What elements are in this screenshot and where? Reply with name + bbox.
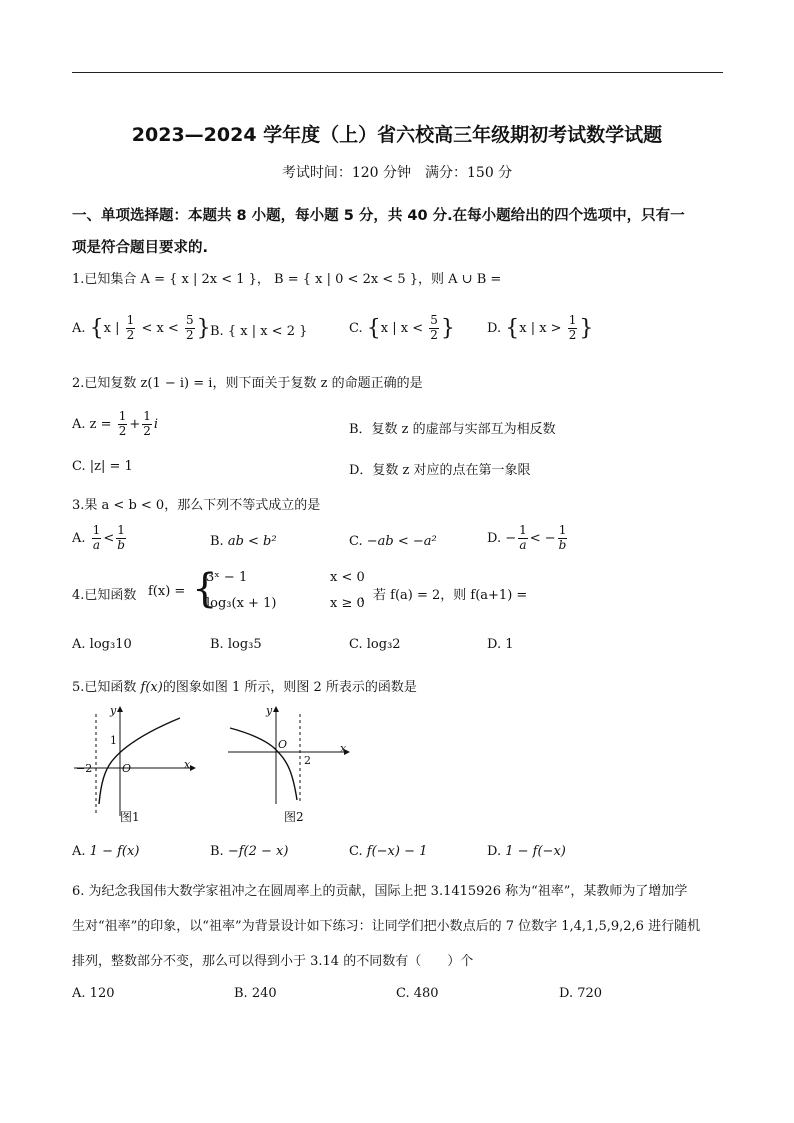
q3-stem: 3.果 a < b < 0，那么下列不等式成立的是 bbox=[72, 498, 321, 513]
q1-option-a-frac2: $\frac{5}{2}$ bbox=[185, 313, 194, 342]
q3-option-c-text: −ab < −a² bbox=[366, 534, 437, 549]
q3-option-a-op: < bbox=[103, 530, 115, 546]
q5-option-c-text: f(−x) − 1 bbox=[366, 844, 428, 859]
figure-2-graph bbox=[226, 704, 356, 824]
q2-option-a-plus: + bbox=[129, 416, 141, 432]
q5-option-a-text: 1 − f(x) bbox=[89, 844, 140, 859]
q3-option-d-op: < − bbox=[529, 530, 556, 546]
q6-line1: 6. 为纪念我国伟大数学家祖冲之在圆周率上的贡献，国际上把 3.1415926 称为“祖率”，某教师为了增加学 bbox=[72, 884, 688, 899]
q4-option-b[interactable] bbox=[210, 637, 262, 652]
q4-cond2: x ≥ 0 bbox=[330, 596, 365, 611]
q6-line3: 排列，整数部分不变，那么可以得到小于 3.14 的不同数有（ ）个 bbox=[72, 954, 474, 969]
q5-option-a[interactable] bbox=[72, 844, 139, 859]
q2-tail: ，则下面关于复数 z 的命题正确的是 bbox=[212, 376, 423, 391]
q6-option-d-text: 720 bbox=[577, 986, 603, 1001]
q4-option-d-label: D. bbox=[487, 637, 502, 652]
figure-1-origin-label: O bbox=[122, 762, 132, 775]
q5-option-c-label: C. bbox=[349, 844, 363, 859]
q3-option-d-frac2: $\frac{1}{b}$ bbox=[558, 523, 567, 552]
figure-1-x-label: x bbox=[184, 758, 191, 771]
figure-2-caption: 图2 bbox=[284, 810, 304, 824]
q6-option-a[interactable] bbox=[72, 986, 115, 1001]
q5-option-d-label: D. bbox=[487, 844, 502, 859]
section-heading-line1: 一、单项选择题：本题共 8 小题，每小题 5 分，共 40 分.在每小题给出的四个选项中，只有一 bbox=[72, 208, 685, 224]
q1-option-a-pre: x | bbox=[103, 320, 120, 336]
q6-option-b-label: B. bbox=[234, 986, 248, 1001]
q1-option-a-frac1: $\frac{1}{2}$ bbox=[126, 313, 135, 342]
q1-stem: 1.已知集合 A = { x | 2x < 1 }， B = { x | 0 < 2x < 5 }，则 A ∪ B = bbox=[72, 272, 502, 287]
q1-option-d-frac: $\frac{1}{2}$ bbox=[568, 313, 577, 342]
q1-ask: A ∪ B = bbox=[448, 272, 502, 287]
exam-title: 2023—2024 学年度（上）省六校高三年级期初考试数学试题 bbox=[131, 124, 663, 146]
q6-option-d-label: D. bbox=[559, 986, 574, 1001]
figure-2-two-label: 2 bbox=[304, 754, 311, 767]
q1-option-d[interactable]: D. {x | x > $\frac{1}{2}$ } bbox=[487, 313, 594, 342]
q2-option-c-label: C. bbox=[72, 459, 86, 474]
q3-option-d-label: D. bbox=[487, 530, 502, 546]
q4-option-b-label: B. bbox=[210, 637, 224, 652]
figure-1-one-label: 1 bbox=[110, 734, 117, 747]
q3-option-d-minus: − bbox=[505, 530, 517, 546]
q2-option-c[interactable] bbox=[72, 459, 133, 474]
q2-equation: z(1 − i) = i bbox=[140, 376, 213, 391]
q1-stem-text: 1.已知集合 bbox=[72, 272, 137, 287]
q3-option-a-frac2: $\frac{1}{b}$ bbox=[117, 523, 125, 552]
figure-1 bbox=[72, 704, 202, 824]
q1-option-c-frac: $\frac{5}{2}$ bbox=[430, 313, 438, 342]
q6-option-b[interactable] bbox=[234, 986, 277, 1001]
q3-option-b-label: B. bbox=[210, 534, 224, 549]
q5-stem-fx: f(x) bbox=[140, 680, 163, 695]
figure-1-x-arrow-icon bbox=[190, 765, 196, 771]
q6-option-c-text: 480 bbox=[413, 986, 439, 1001]
figure-1-caption: 图1 bbox=[120, 810, 140, 824]
q6-option-d[interactable] bbox=[559, 986, 602, 1001]
q2-option-a-pre: z = bbox=[89, 416, 112, 432]
top-rule bbox=[72, 72, 723, 73]
q4-brace-icon: { bbox=[192, 566, 218, 612]
q2-stem bbox=[72, 372, 423, 397]
q3-option-a-frac1: $\frac{1}{a}$ bbox=[92, 523, 101, 552]
q5-option-b-text: −f(2 − x) bbox=[227, 844, 289, 859]
q6-option-b-text: 240 bbox=[251, 986, 277, 1001]
q4-option-b-text: log₃5 bbox=[227, 637, 262, 652]
q5-option-d[interactable] bbox=[487, 844, 566, 859]
q3-option-c-label: C. bbox=[349, 534, 363, 549]
figure-2-origin-label: O bbox=[278, 738, 288, 751]
q4-option-c-label: C. bbox=[349, 637, 363, 652]
q1-option-b[interactable] bbox=[210, 324, 307, 339]
exam-subtitle: 考试时间：120 分钟 满分：150 分 bbox=[281, 165, 513, 181]
q4-tail: ，若 f(a) = 2，则 f(a+1) = bbox=[360, 588, 528, 603]
figure-1-curve bbox=[99, 718, 180, 804]
q3-option-d-frac1: $\frac{1}{a}$ bbox=[519, 523, 527, 552]
q4-option-a[interactable] bbox=[72, 637, 132, 652]
q2-stem-text: 2.已知复数 bbox=[72, 376, 137, 391]
figure-1-neg2-label: −2 bbox=[76, 762, 93, 775]
q6-option-c[interactable] bbox=[396, 986, 439, 1001]
q3-option-d[interactable] bbox=[487, 524, 569, 553]
q3-option-c[interactable] bbox=[349, 534, 437, 549]
q2-option-a-i: i bbox=[153, 416, 159, 432]
q4-option-c[interactable] bbox=[349, 637, 401, 652]
q3-option-b[interactable] bbox=[210, 534, 277, 549]
q1-option-a-mid: < x < bbox=[141, 320, 179, 336]
q2-option-d[interactable]: D．复数 z 对应的点在第一象限 bbox=[349, 463, 531, 478]
q6-option-c-label: C. bbox=[396, 986, 410, 1001]
q3-option-b-text: ab < b² bbox=[227, 534, 277, 549]
figure-2-y-arrow-icon bbox=[273, 706, 279, 712]
section-heading-line2: 项是符合题目要求的. bbox=[72, 240, 209, 256]
q2-option-a-frac1: $\frac{1}{2}$ bbox=[118, 409, 127, 438]
q4-cond1: x < 0 bbox=[330, 570, 365, 585]
q4-option-a-label: A. bbox=[72, 637, 86, 652]
q5-option-c[interactable] bbox=[349, 844, 427, 859]
figure-1-y-arrow-icon bbox=[117, 706, 123, 712]
q5-option-d-text: 1 − f(−x) bbox=[505, 844, 566, 859]
q4-case1: 3ˣ − 1 bbox=[206, 570, 248, 585]
q2-option-a[interactable] bbox=[72, 410, 158, 439]
q1-option-a-label: A. bbox=[72, 320, 86, 336]
q1-option-c-pre: x | x < bbox=[380, 320, 424, 336]
q2-option-a-label: A. bbox=[72, 416, 86, 432]
q1-option-d-label: D. bbox=[487, 320, 502, 336]
q2-option-a-frac2: $\frac{1}{2}$ bbox=[143, 409, 151, 438]
q5-stem-post: 的图象如图 1 所示，则图 2 所表示的函数是 bbox=[162, 680, 417, 695]
q1-option-b-text: { x | x < 2 } bbox=[227, 324, 308, 339]
q4-stem-text: 4.已知函数 bbox=[72, 588, 137, 603]
q5-option-a-label: A. bbox=[72, 844, 86, 859]
q5-stem-pre: 5.已知函数 bbox=[72, 680, 137, 695]
q1-set-a: A = { x | 2x < 1 } bbox=[140, 272, 257, 287]
q3-option-a[interactable] bbox=[72, 524, 128, 553]
q4-option-a-text: log₃10 bbox=[89, 637, 132, 652]
q4-option-c-text: log₃2 bbox=[366, 637, 401, 652]
figure-2 bbox=[226, 704, 356, 824]
q1-tail: ，则 bbox=[418, 272, 445, 287]
q1-option-b-label: B. bbox=[210, 324, 224, 339]
q1-option-c[interactable]: C. {x | x < $\frac{5}{2}$ } bbox=[349, 313, 455, 342]
q6-line2: 生对“祖率”的印象，以“祖率”为背景设计如下练习：让同学们把小数点后的 7 位数字 1,4,1,5,9,2,6 进行随机 bbox=[72, 919, 701, 934]
q1-option-d-pre: x | x > bbox=[519, 320, 562, 336]
figure-1-y-label: y bbox=[110, 704, 117, 717]
q2-option-b[interactable]: B．复数 z 的虚部与实部互为相反数 bbox=[349, 422, 556, 437]
q4-option-d[interactable] bbox=[487, 637, 514, 652]
q5-option-b[interactable] bbox=[210, 844, 288, 859]
q5-stem bbox=[72, 676, 417, 701]
q1-option-a[interactable]: A. {x | $\frac{1}{2}$ < x < $\frac{5}{2}$ } bbox=[72, 313, 211, 342]
figure-2-y-label: y bbox=[266, 704, 273, 717]
q1-option-c-label: C. bbox=[349, 320, 363, 336]
q4-fx: f(x) = bbox=[148, 584, 186, 599]
q6-option-a-text: 120 bbox=[89, 986, 115, 1001]
q3-option-a-label: A. bbox=[72, 530, 86, 546]
q4-option-d-text: 1 bbox=[505, 637, 514, 652]
q6-option-a-label: A. bbox=[72, 986, 86, 1001]
q5-option-b-label: B. bbox=[210, 844, 224, 859]
q4-case2: log₃(x + 1) bbox=[206, 596, 277, 611]
q2-option-c-text: |z| = 1 bbox=[89, 459, 133, 474]
figure-2-x-label: x bbox=[340, 742, 347, 755]
q1-set-b: B = { x | 0 < 2x < 5 } bbox=[274, 272, 418, 287]
